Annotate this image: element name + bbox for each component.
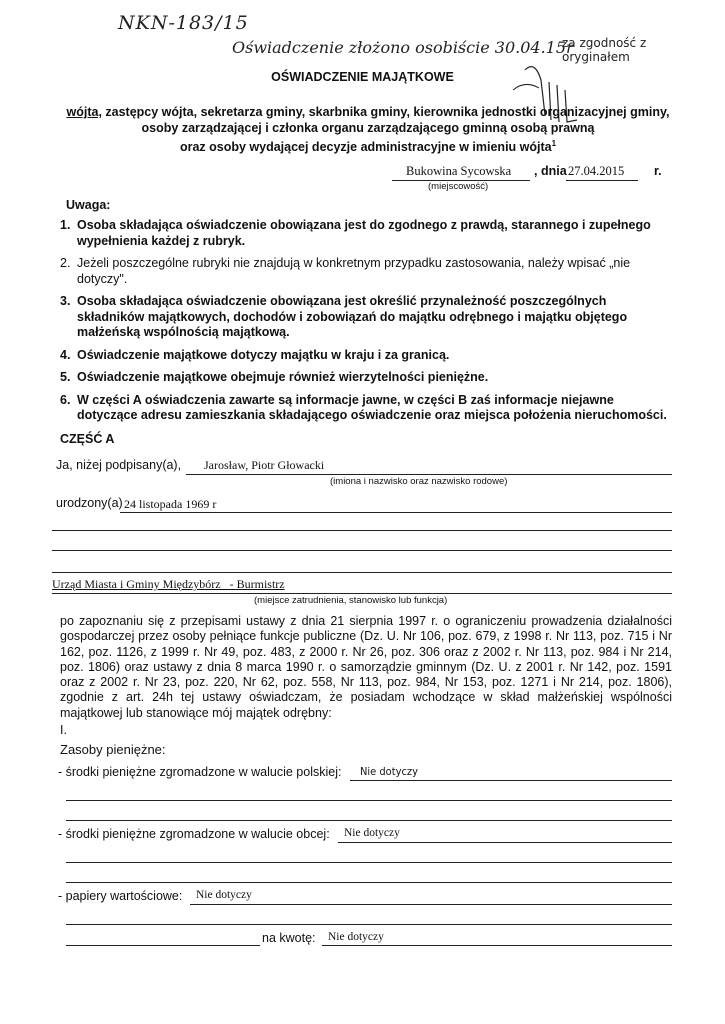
note-number: 3. — [60, 294, 71, 308]
blank-line — [66, 882, 672, 883]
amount-value: Nie dotyczy — [328, 931, 384, 943]
foreign-funds-value: Nie dotyczy — [344, 827, 400, 839]
note-text: Jeżeli poszczególne rubryki nie znajdują w konkretnym przypadku zastosowania, należy wpisać „nie dotyczy". — [77, 256, 631, 286]
note-number: 5. — [60, 370, 71, 384]
subtitle-rest: zastępcy wójta, sekretarza gminy, skarbnika gminy, kierownika jednostki organizacyjnej gminy, — [101, 105, 670, 119]
note-text: Oświadczenie majątkowe obejmuje również wierzytelności pieniężne. — [77, 370, 489, 384]
amount-label: na kwotę: — [262, 931, 316, 945]
securities-label: - papiery wartościowe: — [58, 889, 183, 903]
subtitle-second-line: osoby zarządzającej i członka organu zarządzającego gminną osobą prawną — [141, 121, 595, 135]
pln-funds-value: Nie dotyczy — [360, 765, 418, 778]
date-line — [566, 180, 638, 181]
handwritten-reference-number: NKN-183/15 — [118, 12, 249, 34]
blank-line — [52, 530, 672, 531]
document-title: OŚWIADCZENIE MAJĄTKOWE — [271, 70, 454, 84]
subtitle-first-line — [67, 105, 670, 119]
securities-line — [190, 904, 672, 905]
pln-funds-line — [350, 780, 672, 781]
name-line — [186, 474, 672, 475]
part-a-heading: CZĘŚĆ A — [60, 432, 115, 446]
foreign-funds-line — [338, 842, 672, 843]
born-label: urodzony(a) — [56, 496, 123, 510]
subtitle-third-line: oraz osoby wydającej decyzje administracyjne w imieniu wójta — [179, 140, 552, 155]
note-text: Osoba składająca oświadczenie obowiązana jest określić przynależność poszczególnych składników majątkowych, dochodów i zobowiązań do majątku odrębnego i majątku objętego małżeńską wspólnością majątkową. — [77, 294, 628, 339]
note-item — [60, 370, 672, 386]
note-text: Oświadczenie majątkowe dotyczy majątku w kraju i za granicą. — [77, 347, 450, 362]
born-line — [120, 512, 672, 513]
note-number: 2. — [60, 256, 71, 270]
date-value: 27.04.2015 — [568, 164, 625, 178]
note-item — [60, 348, 672, 364]
name-label: Ja, niżej podpisany(a), — [56, 458, 182, 472]
handwritten-submission-note: Oświadczenie złożono osobiście 30.04.15r — [232, 38, 574, 57]
section-roman: I. — [60, 723, 67, 737]
name-value: Jarosław, Piotr Głowacki — [204, 458, 325, 472]
note-text: Osoba składająca oświadczenie obowiązana jest do zgodnego z prawdą, starannego i zupełnego wypełnienia każdej z rubryk. — [77, 218, 651, 248]
note-item — [60, 393, 672, 424]
notes-heading: Uwaga: — [66, 198, 111, 212]
handwritten-stamp-text: za zgodność z oryginałem — [562, 36, 647, 64]
place-caption: (miejscowość) — [428, 181, 489, 192]
date-separator: , dnia — [534, 164, 567, 178]
blank-line — [52, 572, 672, 573]
note-item — [60, 294, 672, 341]
blank-line — [66, 800, 672, 801]
notes-list — [60, 218, 672, 431]
amount-line — [322, 945, 672, 946]
date-suffix: r. — [654, 164, 662, 178]
employer-line — [52, 593, 672, 594]
blank-line — [66, 924, 672, 925]
legal-statement: po zapoznaniu się z przepisami ustawy z dnia 21 sierpnia 1997 r. o ograniczeniu prowadzenia działalności gospodarczej przez osoby pełniące funkcje publiczne (Dz. U. Nr 106, poz. 679, z 1998 r. Nr 113, poz. 715 i Nr 162, poz. 1126, z 1999 r. Nr 49, poz. 483, z 2000 r. Nr 26, poz. 306 oraz z 2002 r. Nr 113, poz. 984 i Nr 214, poz. 1806) oraz ustawy z dnia 8 marca 1990 r. o samorządzie gminnym (Dz. U. z 2001 r. Nr 142, poz. 1591 oraz z 2002 r. Nr 23, poz. 220, Nr 62, poz. 558, Nr 113, poz. 984, Nr 153, poz. 1271 i Nr 214, poz. 1806), zgodnie z art. 24h tej ustawy oświadczam, że posiadam wchodzące w skład małżeńskiej wspólności majątkowej lub stanowiące mój majątek odrębny: — [60, 614, 672, 720]
section-heading: Zasoby pieniężne: — [60, 742, 166, 757]
footnote-mark: 1 — [551, 139, 557, 148]
name-caption: (imiona i nazwisko oraz nazwisko rodowe) — [330, 476, 508, 487]
foreign-funds-label: - środki pieniężne zgromadzone w walucie obcej: — [58, 827, 330, 841]
born-value: 24 listopada 1969 r — [124, 497, 217, 511]
note-text: W części A oświadczenia zawarte są informacje jawne, w części B zaś informacje niejawne dotyczące adresu zamieszkania składającego oświadczenie oraz miejsca położenia nieruchomości. — [77, 392, 667, 422]
note-item — [60, 256, 672, 287]
blank-line — [52, 550, 672, 551]
employer-caption: (miejsce zatrudnienia, stanowisko lub funkcja) — [254, 595, 448, 606]
pln-funds-label: - środki pieniężne zgromadzone w walucie polskiej: — [58, 765, 342, 779]
note-item — [60, 218, 672, 249]
note-number: 1. — [60, 218, 71, 232]
place-value: Bukowina Sycowska — [406, 164, 512, 178]
document-subtitle — [58, 104, 678, 155]
blank-line — [66, 820, 672, 821]
note-number: 6. — [60, 392, 71, 407]
blank-line — [66, 945, 260, 946]
subtitle-lead-word: wójta, — [66, 105, 102, 119]
blank-line — [66, 862, 672, 863]
securities-value: Nie dotyczy — [196, 889, 252, 901]
note-number: 4. — [60, 347, 71, 362]
employer-value: Urząd Miasta i Gminy Międzybórz - Burmistrz — [52, 577, 285, 591]
